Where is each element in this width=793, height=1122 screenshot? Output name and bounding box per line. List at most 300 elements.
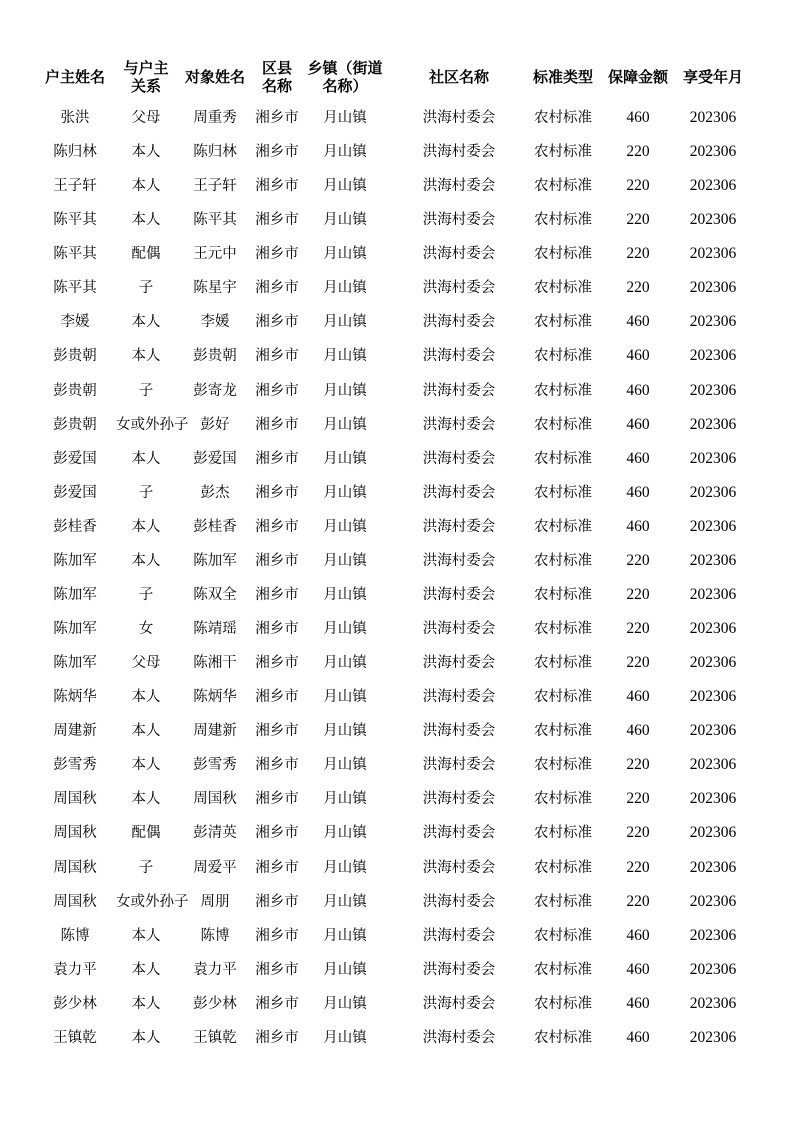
- cell-std_type: 农村标准: [534, 484, 592, 501]
- cell-std_type: 农村标准: [534, 450, 592, 467]
- cell-community: 洪海村委会: [422, 552, 496, 569]
- cell-month: 202306: [689, 347, 737, 365]
- cell-county: 湘乡市: [255, 246, 299, 263]
- cell-community: 洪海村委会: [422, 586, 496, 603]
- cell-householder: 周国秋: [53, 859, 97, 876]
- column-header-person: [179, 57, 251, 97]
- cell-relation: 本人: [131, 1029, 161, 1046]
- cell-std_type: 农村标准: [534, 995, 592, 1012]
- cell-town: 月山镇: [323, 450, 367, 467]
- cell-householder: 陈加军: [53, 655, 97, 672]
- cell-amount: 460: [626, 688, 650, 706]
- cell-month: 202306: [689, 722, 737, 740]
- cell-month: 202306: [689, 381, 737, 399]
- cell-householder: 陈加军: [53, 621, 97, 638]
- cell-householder: 彭贵朝: [53, 416, 97, 433]
- cell-community: 洪海村委会: [422, 450, 496, 467]
- cell-town: 月山镇: [323, 484, 367, 501]
- column-header-line: 对象姓名: [184, 68, 245, 86]
- cell-person: 周重秀: [193, 110, 237, 126]
- cell-relation: 本人: [131, 212, 161, 229]
- cell-town: 月山镇: [323, 859, 367, 876]
- cell-county: 湘乡市: [255, 995, 299, 1012]
- cell-std_type: 农村标准: [534, 348, 592, 365]
- cell-person: 周国秋: [193, 791, 237, 808]
- cell-relation: 女或外孙子: [116, 893, 189, 910]
- cell-std_type: 农村标准: [534, 144, 592, 161]
- cell-relation: 父母: [131, 110, 161, 126]
- cell-county: 湘乡市: [255, 314, 299, 331]
- cell-householder: 王子轩: [53, 178, 97, 195]
- cell-amount: 460: [626, 483, 650, 501]
- cell-amount: 220: [626, 892, 650, 910]
- cell-community: 洪海村委会: [422, 961, 496, 978]
- cell-town: 月山镇: [323, 723, 367, 740]
- cell-month: 202306: [689, 654, 737, 672]
- cell-std_type: 农村标准: [534, 518, 592, 535]
- cell-std_type: 农村标准: [534, 382, 592, 399]
- cell-householder: 李媛: [60, 314, 90, 331]
- cell-householder: 彭少林: [53, 995, 97, 1012]
- cell-householder: 彭爱国: [53, 450, 97, 467]
- cell-county: 湘乡市: [255, 382, 299, 399]
- cell-month: 202306: [689, 313, 737, 331]
- cell-householder: 彭贵朝: [53, 348, 97, 365]
- column-header-householder: [37, 57, 113, 97]
- column-header-county: [252, 57, 302, 97]
- column-header-amount: [603, 57, 673, 97]
- cell-amount: 460: [626, 926, 650, 944]
- cell-community: 洪海村委会: [422, 621, 496, 638]
- cell-std_type: 农村标准: [534, 110, 592, 126]
- cell-amount: 220: [626, 551, 650, 569]
- cell-month: 202306: [689, 211, 737, 229]
- column-header-line: 名称: [261, 77, 292, 95]
- cell-community: 洪海村委会: [422, 110, 496, 126]
- cell-relation: 本人: [131, 723, 161, 740]
- table-row: [0, 748, 793, 782]
- cell-community: 洪海村委会: [422, 416, 496, 433]
- cell-community: 洪海村委会: [422, 212, 496, 229]
- cell-std_type: 农村标准: [534, 723, 592, 740]
- cell-community: 洪海村委会: [422, 280, 496, 297]
- cell-amount: 460: [626, 381, 650, 399]
- column-header-relation: [116, 57, 176, 97]
- cell-community: 洪海村委会: [422, 348, 496, 365]
- cell-town: 月山镇: [323, 961, 367, 978]
- cell-amount: 460: [626, 449, 650, 467]
- cell-county: 湘乡市: [255, 586, 299, 603]
- cell-relation: 本人: [131, 518, 161, 535]
- table-row: [0, 476, 793, 510]
- cell-relation: 子: [138, 484, 154, 501]
- cell-person: 彭杰: [200, 484, 230, 501]
- cell-county: 湘乡市: [255, 757, 299, 774]
- cell-month: 202306: [689, 756, 737, 774]
- cell-householder: 王镇乾: [53, 1029, 97, 1046]
- cell-relation: 本人: [131, 552, 161, 569]
- cell-month: 202306: [689, 177, 737, 195]
- cell-person: 周朋: [200, 893, 230, 910]
- cell-town: 月山镇: [323, 212, 367, 229]
- cell-month: 202306: [689, 245, 737, 263]
- cell-relation: 父母: [131, 655, 161, 672]
- cell-std_type: 农村标准: [534, 893, 592, 910]
- cell-county: 湘乡市: [255, 859, 299, 876]
- cell-amount: 460: [626, 415, 650, 433]
- cell-town: 月山镇: [323, 893, 367, 910]
- cell-relation: 子: [138, 586, 154, 603]
- cell-town: 月山镇: [323, 382, 367, 399]
- cell-month: 202306: [689, 551, 737, 569]
- table-row: [0, 1021, 793, 1055]
- cell-householder: 彭雪秀: [53, 757, 97, 774]
- cell-amount: 460: [626, 109, 650, 126]
- cell-relation: 本人: [131, 450, 161, 467]
- cell-amount: 220: [626, 620, 650, 638]
- cell-person: 彭雪秀: [193, 757, 237, 774]
- cell-householder: 陈加军: [53, 552, 97, 569]
- cell-person: 彭好: [200, 416, 230, 433]
- cell-amount: 220: [626, 279, 650, 297]
- column-header-line: 社区名称: [428, 68, 489, 86]
- cell-std_type: 农村标准: [534, 859, 592, 876]
- cell-county: 湘乡市: [255, 621, 299, 638]
- cell-amount: 220: [626, 585, 650, 603]
- cell-amount: 220: [626, 858, 650, 876]
- cell-community: 洪海村委会: [422, 1029, 496, 1046]
- cell-amount: 460: [626, 347, 650, 365]
- table-row: [0, 885, 793, 919]
- cell-person: 王元中: [193, 246, 237, 263]
- table-row: [0, 680, 793, 714]
- cell-town: 月山镇: [323, 757, 367, 774]
- cell-std_type: 农村标准: [534, 689, 592, 706]
- cell-person: 彭清英: [193, 825, 237, 842]
- cell-community: 洪海村委会: [422, 825, 496, 842]
- cell-amount: 220: [626, 654, 650, 672]
- cell-person: 陈靖瑶: [193, 621, 237, 638]
- cell-town: 月山镇: [323, 655, 367, 672]
- cell-relation: 女或外孙子: [116, 416, 189, 433]
- column-header-community: [404, 57, 514, 97]
- cell-person: 陈炳华: [193, 689, 237, 706]
- cell-community: 洪海村委会: [422, 723, 496, 740]
- cell-county: 湘乡市: [255, 552, 299, 569]
- cell-month: 202306: [689, 483, 737, 501]
- cell-householder: 周国秋: [53, 893, 97, 910]
- cell-town: 月山镇: [323, 791, 367, 808]
- cell-amount: 460: [626, 313, 650, 331]
- table-row: [0, 953, 793, 987]
- cell-person: 陈平其: [193, 212, 237, 229]
- table-row: [0, 442, 793, 476]
- cell-std_type: 农村标准: [534, 586, 592, 603]
- cell-std_type: 农村标准: [534, 314, 592, 331]
- table-row: [0, 203, 793, 237]
- cell-householder: 张洪: [60, 110, 90, 126]
- cell-person: 王镇乾: [193, 1029, 237, 1046]
- cell-town: 月山镇: [323, 995, 367, 1012]
- cell-std_type: 农村标准: [534, 212, 592, 229]
- cell-std_type: 农村标准: [534, 621, 592, 638]
- cell-std_type: 农村标准: [534, 757, 592, 774]
- cell-town: 月山镇: [323, 586, 367, 603]
- cell-county: 湘乡市: [255, 927, 299, 944]
- cell-householder: 陈归林: [53, 144, 97, 161]
- cell-town: 月山镇: [323, 246, 367, 263]
- cell-householder: 陈平其: [53, 246, 97, 263]
- cell-std_type: 农村标准: [534, 961, 592, 978]
- cell-relation: 本人: [131, 757, 161, 774]
- cell-county: 湘乡市: [255, 348, 299, 365]
- cell-community: 洪海村委会: [422, 178, 496, 195]
- cell-person: 陈星宇: [193, 280, 237, 297]
- cell-community: 洪海村委会: [422, 655, 496, 672]
- cell-householder: 周国秋: [53, 791, 97, 808]
- cell-month: 202306: [689, 415, 737, 433]
- table-row: [0, 237, 793, 271]
- cell-householder: 周国秋: [53, 825, 97, 842]
- cell-person: 彭桂香: [193, 518, 237, 535]
- cell-county: 湘乡市: [255, 893, 299, 910]
- cell-person: 陈湘干: [193, 655, 237, 672]
- cell-town: 月山镇: [323, 348, 367, 365]
- cell-relation: 本人: [131, 791, 161, 808]
- cell-amount: 220: [626, 245, 650, 263]
- cell-amount: 220: [626, 756, 650, 774]
- cell-amount: 460: [626, 1028, 650, 1046]
- table-row: [0, 544, 793, 578]
- cell-month: 202306: [689, 688, 737, 706]
- cell-std_type: 农村标准: [534, 416, 592, 433]
- cell-community: 洪海村委会: [422, 757, 496, 774]
- cell-amount: 220: [626, 790, 650, 808]
- cell-std_type: 农村标准: [534, 552, 592, 569]
- cell-relation: 本人: [131, 961, 161, 978]
- table-row: [0, 101, 793, 135]
- cell-householder: 陈博: [60, 927, 90, 944]
- cell-county: 湘乡市: [255, 450, 299, 467]
- cell-amount: 220: [626, 177, 650, 195]
- cell-community: 洪海村委会: [422, 791, 496, 808]
- table-row: [0, 987, 793, 1021]
- cell-householder: 陈平其: [53, 280, 97, 297]
- cell-amount: 220: [626, 824, 650, 842]
- column-header-line: 乡镇（街道: [307, 59, 383, 77]
- table-row: [0, 612, 793, 646]
- table-row: [0, 135, 793, 169]
- cell-person: 彭贵朝: [193, 348, 237, 365]
- cell-town: 月山镇: [323, 1029, 367, 1046]
- cell-person: 王子轩: [193, 178, 237, 195]
- cell-month: 202306: [689, 279, 737, 297]
- cell-month: 202306: [689, 585, 737, 603]
- cell-county: 湘乡市: [255, 212, 299, 229]
- cell-county: 湘乡市: [255, 825, 299, 842]
- column-header-line: 与户主: [123, 59, 169, 77]
- table-row: [0, 851, 793, 885]
- cell-county: 湘乡市: [255, 280, 299, 297]
- cell-community: 洪海村委会: [422, 144, 496, 161]
- cell-householder: 彭贵朝: [53, 382, 97, 399]
- cell-month: 202306: [689, 517, 737, 535]
- cell-amount: 460: [626, 722, 650, 740]
- cell-amount: 460: [626, 994, 650, 1012]
- cell-month: 202306: [689, 109, 737, 126]
- cell-month: 202306: [689, 449, 737, 467]
- cell-county: 湘乡市: [255, 723, 299, 740]
- table-row: [0, 271, 793, 305]
- cell-community: 洪海村委会: [422, 927, 496, 944]
- cell-amount: 220: [626, 143, 650, 161]
- cell-person: 彭寄龙: [193, 382, 237, 399]
- cell-town: 月山镇: [323, 518, 367, 535]
- cell-std_type: 农村标准: [534, 791, 592, 808]
- table-row: [0, 646, 793, 680]
- cell-town: 月山镇: [323, 927, 367, 944]
- cell-town: 月山镇: [323, 689, 367, 706]
- cell-relation: 本人: [131, 689, 161, 706]
- cell-month: 202306: [689, 1028, 737, 1046]
- table-row: [0, 510, 793, 544]
- cell-relation: 子: [138, 382, 154, 399]
- column-header-line: 区县: [261, 59, 292, 77]
- column-header-line: 享受年月: [682, 68, 743, 86]
- table-row: [0, 816, 793, 850]
- cell-town: 月山镇: [323, 416, 367, 433]
- cell-town: 月山镇: [323, 552, 367, 569]
- cell-month: 202306: [689, 620, 737, 638]
- cell-std_type: 农村标准: [534, 280, 592, 297]
- cell-month: 202306: [689, 858, 737, 876]
- column-header-line: 保障金额: [607, 68, 668, 86]
- table-row: [0, 578, 793, 612]
- cell-householder: 陈平其: [53, 212, 97, 229]
- cell-amount: 220: [626, 211, 650, 229]
- table-row: [0, 374, 793, 408]
- cell-std_type: 农村标准: [534, 825, 592, 842]
- cell-county: 湘乡市: [255, 484, 299, 501]
- column-header-month: [674, 57, 752, 97]
- cell-relation: 本人: [131, 927, 161, 944]
- cell-month: 202306: [689, 824, 737, 842]
- cell-householder: 袁力平: [53, 961, 97, 978]
- cell-relation: 本人: [131, 348, 161, 365]
- cell-county: 湘乡市: [255, 689, 299, 706]
- cell-community: 洪海村委会: [422, 314, 496, 331]
- cell-community: 洪海村委会: [422, 484, 496, 501]
- cell-person: 李媛: [200, 314, 230, 331]
- cell-std_type: 农村标准: [534, 655, 592, 672]
- column-header-line: 户主姓名: [44, 68, 105, 86]
- cell-county: 湘乡市: [255, 144, 299, 161]
- table-row: [0, 919, 793, 953]
- cell-month: 202306: [689, 960, 737, 978]
- cell-std_type: 农村标准: [534, 927, 592, 944]
- cell-community: 洪海村委会: [422, 859, 496, 876]
- cell-relation: 女: [138, 621, 154, 638]
- cell-relation: 配偶: [131, 246, 161, 263]
- cell-householder: 陈加军: [53, 586, 97, 603]
- cell-community: 洪海村委会: [422, 518, 496, 535]
- cell-person: 周爱平: [193, 859, 237, 876]
- cell-householder: 周建新: [53, 723, 97, 740]
- table-row: [0, 714, 793, 748]
- cell-householder: 彭爱国: [53, 484, 97, 501]
- cell-county: 湘乡市: [255, 518, 299, 535]
- cell-amount: 460: [626, 960, 650, 978]
- cell-relation: 本人: [131, 995, 161, 1012]
- cell-town: 月山镇: [323, 110, 367, 126]
- cell-relation: 本人: [131, 178, 161, 195]
- cell-relation: 配偶: [131, 825, 161, 842]
- cell-month: 202306: [689, 926, 737, 944]
- cell-person: 陈博: [200, 927, 230, 944]
- table-row: [0, 782, 793, 816]
- cell-person: 周建新: [193, 723, 237, 740]
- cell-person: 陈双全: [193, 586, 237, 603]
- cell-county: 湘乡市: [255, 178, 299, 195]
- cell-relation: 本人: [131, 144, 161, 161]
- cell-std_type: 农村标准: [534, 178, 592, 195]
- cell-householder: 彭桂香: [53, 518, 97, 535]
- column-header-line: 标准类型: [532, 68, 593, 86]
- cell-town: 月山镇: [323, 314, 367, 331]
- cell-relation: 本人: [131, 314, 161, 331]
- cell-householder: 陈炳华: [53, 689, 97, 706]
- cell-town: 月山镇: [323, 621, 367, 638]
- column-header-line: 关系: [130, 77, 161, 95]
- cell-std_type: 农村标准: [534, 1029, 592, 1046]
- table-row: [0, 408, 793, 442]
- cell-month: 202306: [689, 994, 737, 1012]
- cell-county: 湘乡市: [255, 110, 299, 126]
- cell-town: 月山镇: [323, 144, 367, 161]
- cell-community: 洪海村委会: [422, 382, 496, 399]
- cell-month: 202306: [689, 790, 737, 808]
- cell-town: 月山镇: [323, 825, 367, 842]
- cell-relation: 子: [138, 280, 154, 297]
- cell-county: 湘乡市: [255, 1029, 299, 1046]
- column-header-line: 名称）: [322, 77, 368, 95]
- cell-county: 湘乡市: [255, 655, 299, 672]
- cell-county: 湘乡市: [255, 961, 299, 978]
- cell-town: 月山镇: [323, 280, 367, 297]
- cell-relation: 子: [138, 859, 154, 876]
- cell-community: 洪海村委会: [422, 246, 496, 263]
- cell-std_type: 农村标准: [534, 246, 592, 263]
- cell-amount: 460: [626, 517, 650, 535]
- cell-community: 洪海村委会: [422, 995, 496, 1012]
- table-row: [0, 339, 793, 373]
- cell-month: 202306: [689, 892, 737, 910]
- column-header-town: [304, 57, 386, 97]
- table-row: [0, 169, 793, 203]
- cell-person: 袁力平: [193, 961, 237, 978]
- cell-month: 202306: [689, 143, 737, 161]
- cell-town: 月山镇: [323, 178, 367, 195]
- cell-person: 陈加军: [193, 552, 237, 569]
- cell-person: 彭爱国: [193, 450, 237, 467]
- cell-person: 陈归林: [193, 144, 237, 161]
- cell-community: 洪海村委会: [422, 689, 496, 706]
- column-header-std_type: [528, 57, 598, 97]
- cell-community: 洪海村委会: [422, 893, 496, 910]
- cell-county: 湘乡市: [255, 416, 299, 433]
- cell-county: 湘乡市: [255, 791, 299, 808]
- table-row: [0, 305, 793, 339]
